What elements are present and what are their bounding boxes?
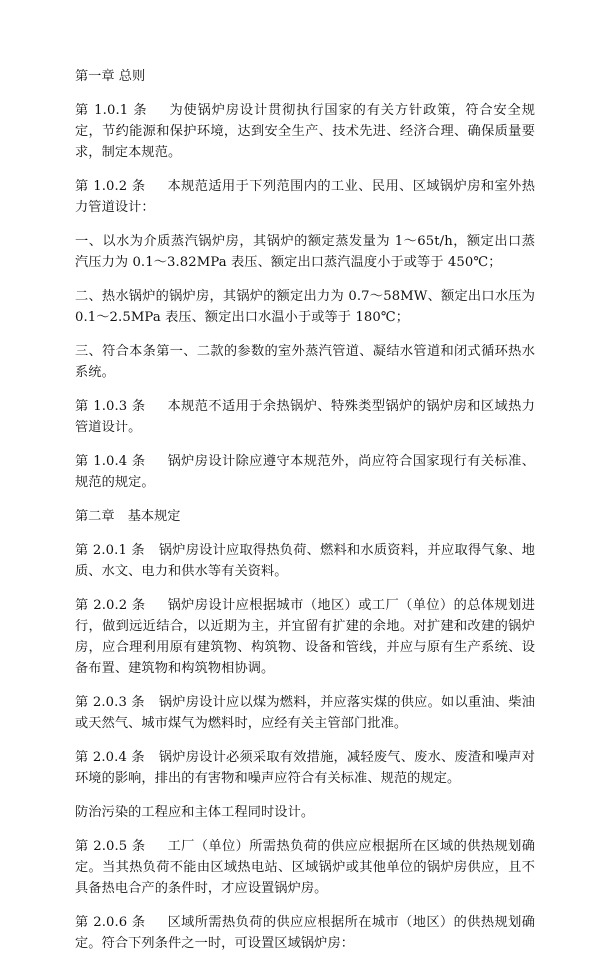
article-1-0-1 <box>75 100 535 163</box>
article-2-0-6 <box>75 912 535 954</box>
document-page <box>75 66 535 967</box>
article-label: 第 1.0.2 条 <box>75 179 146 194</box>
article-text: 为使锅炉房设计贯彻执行国家的有关方针政策，符合安全规定，节约能源和保护环境，达到安全生产、技术先进、经济合理、确保质量要求，制定本规范。 <box>75 103 535 160</box>
article-2-0-5 <box>75 836 535 899</box>
article-2-0-4-note: 防治污染的工程应和主体工程同时设计。 <box>75 805 315 820</box>
article-2-0-1 <box>75 540 535 582</box>
article-text: 锅炉房设计必须采取有效措施，减轻废气、废水、废渣和噪声对环境的影响，排出的有害物和噪声应符合有关标准、规范的规定。 <box>75 750 535 786</box>
article-text: 区域所需热负荷的供应应根据所在城市（地区）的供热规划确定。符合下列条件之一时，可设置区域锅炉房： <box>75 915 536 951</box>
article-label: 第 1.0.1 条 <box>75 103 148 118</box>
chapter-2-title: 第二章 基本规定 <box>75 509 181 524</box>
article-1-0-2-item-1: 一、以水为介质蒸汽锅炉房，其锅炉的额定蒸发量为 1～65t/h，额定出口蒸汽压力为 0.1～3.82MPa 表压、额定出口蒸汽温度小于或等于 450℃； <box>75 234 535 270</box>
article-1-0-2 <box>75 176 535 218</box>
article-text: 锅炉房设计应取得热负荷、燃料和水质资料，并应取得气象、地质、水文、电力和供水等有关资料。 <box>75 543 535 579</box>
article-label: 第 2.0.3 条 <box>75 695 145 710</box>
article-label: 第 2.0.1 条 <box>75 543 145 558</box>
article-1-0-4 <box>75 451 535 493</box>
article-2-0-4 <box>75 747 535 789</box>
article-label: 第 2.0.6 条 <box>75 915 146 930</box>
article-text: 工厂（单位）所需热负荷的供应应根据所在区域的供热规划确定。当其热负荷不能由区域热电站、区域锅炉或其他单位的锅炉房供应，且不具备热电合产的条件时，才应设置锅炉房。 <box>75 839 536 896</box>
article-text: 锅炉房设计应以煤为燃料，并应落实煤的供应。如以重油、柴油或天然气、城市煤气为燃料时，应经有关主管部门批准。 <box>75 695 535 731</box>
article-text: 锅炉房设计应根据城市（地区）或工厂（单位）的总体规划进行，做到远近结合，以近期为主，并宜留有扩建的余地。对扩建和改建的锅炉房，应合理利用原有建筑物、构筑物、设备和管线，并应与原有生产系统、设备布置、建筑物和构筑物相协调。 <box>75 598 536 676</box>
article-text: 锅炉房设计除应遵守本规范外，尚应符合国家现行有关标准、规范的规定。 <box>75 454 536 490</box>
article-2-0-3 <box>75 692 535 734</box>
article-label: 第 1.0.3 条 <box>75 399 146 414</box>
article-1-0-3 <box>75 396 535 438</box>
article-text: 本规范适用于下列范围内的工业、民用、区域锅炉房和室外热力管道设计： <box>75 179 536 215</box>
chapter-1-title: 第一章 总则 <box>75 69 146 84</box>
article-label: 第 1.0.4 条 <box>75 454 146 469</box>
article-text: 本规范不适用于余热锅炉、特殊类型锅炉的锅炉房和区域热力管道设计。 <box>75 399 536 435</box>
article-label: 第 2.0.4 条 <box>75 750 145 765</box>
article-1-0-2-item-2: 二、热水锅炉的锅炉房，其锅炉的额定出力为 0.7～58MW、额定出口水压为 0.1～2.5MPa 表压、额定出口水温小于或等于 180℃； <box>75 289 535 325</box>
article-2-0-2 <box>75 595 535 679</box>
article-label: 第 2.0.2 条 <box>75 598 146 613</box>
article-label: 第 2.0.5 条 <box>75 839 146 854</box>
article-1-0-2-item-3: 三、符合本条第一、二款的参数的室外蒸汽管道、凝结水管道和闭式循环热水系统。 <box>75 344 535 380</box>
